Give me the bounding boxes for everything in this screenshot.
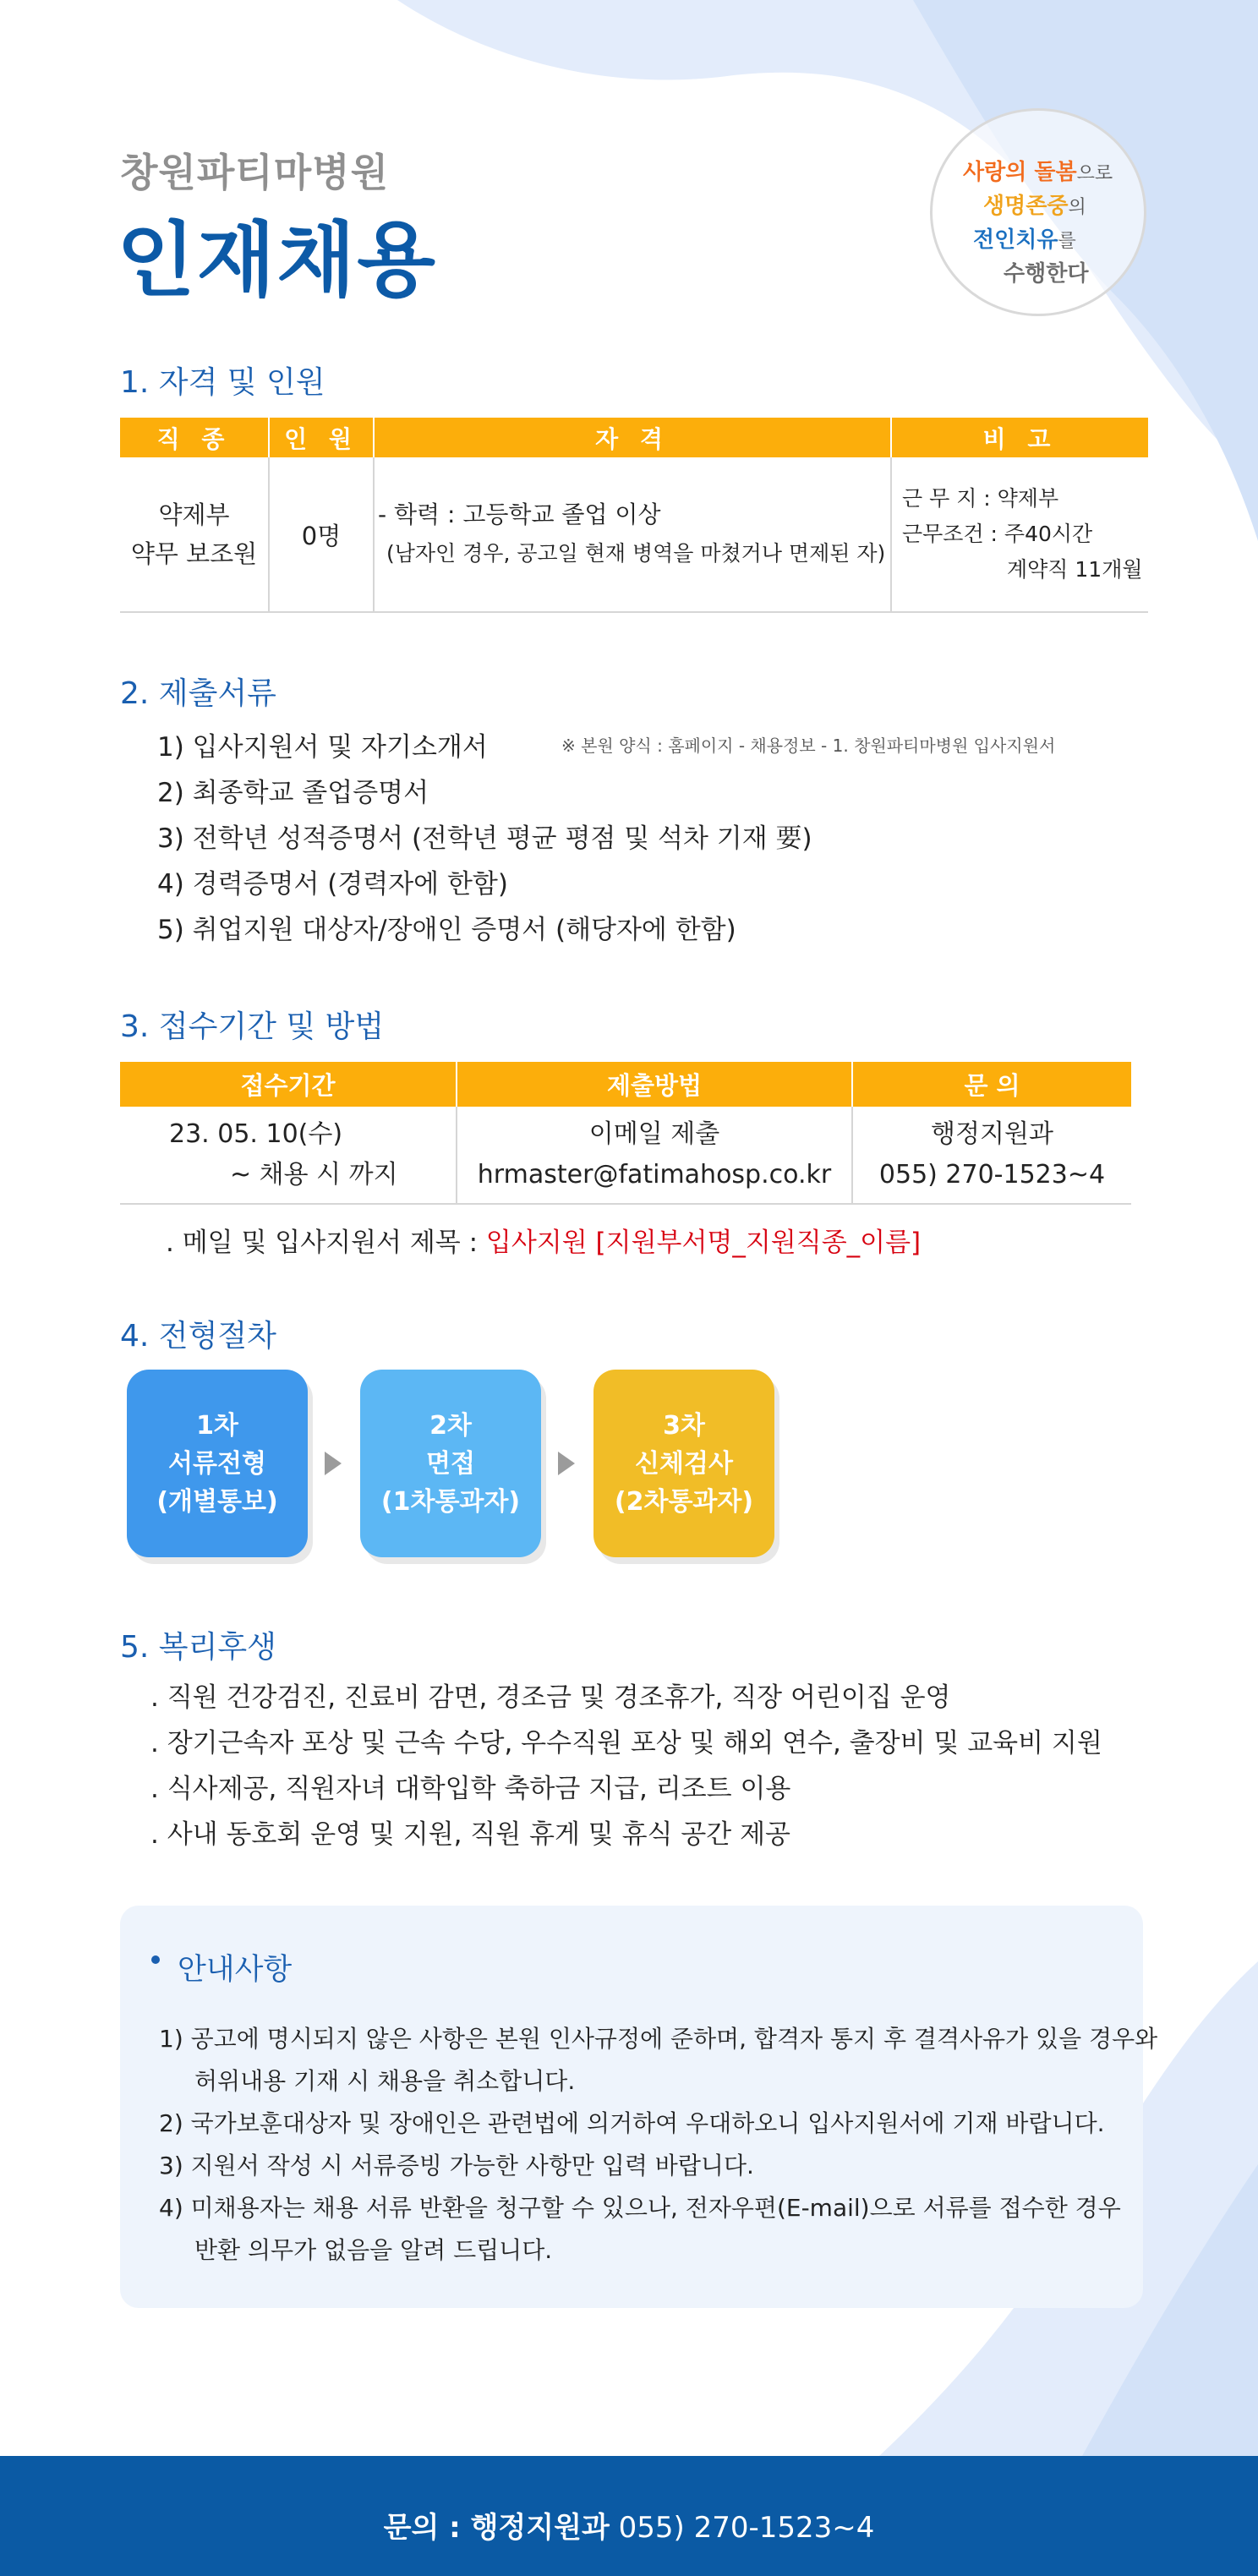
list-item: . 직원 건강검진, 진료비 감면, 경조금 및 경조휴가, 직장 어린이집 운영 bbox=[150, 1682, 951, 1713]
notice-line: 허위내용 기재 시 채용을 취소합니다. bbox=[194, 2067, 576, 2095]
role-line: 약무 보조원 bbox=[130, 539, 258, 568]
step-detail: (개별통보) bbox=[156, 1486, 278, 1517]
table-row bbox=[120, 1107, 1131, 1204]
contact-cell bbox=[852, 1107, 1131, 1204]
email-address[interactable]: hrmaster@fatimahosp.co.kr bbox=[477, 1160, 832, 1190]
slogan-suffix: 으로 bbox=[1076, 163, 1113, 184]
notice-line: 4) 미채용자는 채용 서류 반환을 청구할 수 있으나, 전자우편(E-mail)으로 서류를 접수한 경우 bbox=[159, 2194, 1121, 2222]
notice-line: 2) 국가보훈대상자 및 장애인은 관련법에 의거하여 우대하오니 입사지원서에 기재 바랍니다. bbox=[159, 2109, 1105, 2137]
slogan-line-2 bbox=[983, 189, 1086, 220]
process-step-3 bbox=[593, 1370, 774, 1557]
slogan-text: 사랑의 돌봄 bbox=[963, 160, 1077, 185]
list-item: 4) 경력증명서 (경력자에 한함) bbox=[157, 869, 508, 900]
section-title-documents: 2. 제출서류 bbox=[120, 676, 276, 711]
section-title-process: 4. 전형절차 bbox=[120, 1319, 276, 1354]
slogan-text: 생명존중 bbox=[983, 194, 1069, 219]
headcount-cell: 0명 bbox=[269, 457, 374, 612]
footer-contact bbox=[0, 2504, 1258, 2546]
column-header: 접수기간 bbox=[120, 1062, 457, 1107]
mail-note-label: . 메일 및 입사지원서 제목 : bbox=[166, 1228, 486, 1258]
arrow-right-icon bbox=[325, 1452, 342, 1475]
list-item: . 장기근속자 포상 및 근속 수당, 우수직원 포상 및 해외 연수, 출장비 및 교육비 지원 bbox=[150, 1728, 1102, 1758]
slogan-line-3 bbox=[973, 222, 1076, 254]
column-header: 인 원 bbox=[269, 418, 374, 457]
slogan-line-1 bbox=[963, 155, 1113, 186]
section-title-qualification: 1. 자격 및 인원 bbox=[120, 365, 325, 400]
list-item: 1) 입사지원서 및 자기소개서 bbox=[157, 732, 488, 763]
mail-subject-note bbox=[166, 1221, 921, 1259]
documents-note: ※ 본원 양식 : 홈페이지 - 채용정보 - 1. 창원파티마병원 입사지원서 bbox=[561, 736, 1056, 756]
step-name: 면접 bbox=[426, 1448, 475, 1479]
arrow-right-icon bbox=[558, 1452, 575, 1475]
qualification-line: (남자인 경우, 공고일 현재 병역을 마쳤거나 면제된 자) bbox=[386, 541, 886, 566]
section-title-application: 3. 접수기간 및 방법 bbox=[120, 1009, 385, 1044]
step-detail: (2차통과자) bbox=[614, 1486, 754, 1517]
list-item: 5) 취업지원 대상자/장애인 증명서 (해당자에 한함) bbox=[157, 915, 736, 945]
step-stage: 2차 bbox=[429, 1410, 472, 1441]
step-detail: (1차통과자) bbox=[380, 1486, 521, 1517]
hospital-name: 창원파티마병원 bbox=[120, 150, 390, 195]
column-header: 비 고 bbox=[891, 418, 1148, 457]
role-line: 약제부 bbox=[158, 500, 230, 529]
slogan-suffix: 를 bbox=[1058, 231, 1076, 252]
notice-line: 반환 의무가 없음을 알려 드립니다. bbox=[194, 2236, 553, 2264]
mail-note-value: 입사지원 [지원부서명_지원직종_이름] bbox=[485, 1228, 922, 1258]
section-title-welfare: 5. 복리후생 bbox=[120, 1630, 276, 1665]
period-cell bbox=[120, 1107, 457, 1204]
step-stage: 3차 bbox=[663, 1410, 705, 1441]
period-line: 23. 05. 10(수) bbox=[169, 1119, 343, 1149]
contact-phone: 055) 270-1523~4 bbox=[878, 1160, 1106, 1190]
process-step-2 bbox=[360, 1370, 541, 1557]
slogan-badge bbox=[930, 108, 1146, 316]
method-line: 이메일 제출 bbox=[588, 1119, 720, 1149]
list-item: 3) 전학년 성적증명서 (전학년 평균 평점 및 석차 기재 要) bbox=[157, 823, 812, 854]
notice-line: 1) 공고에 명시되지 않은 사항은 본원 인사규정에 준하며, 합격자 통지 후 결격사유가 있을 경우와 bbox=[159, 2025, 1158, 2053]
list-item: . 식사제공, 직원자녀 대학입학 축하금 지급, 리조트 이용 bbox=[150, 1774, 791, 1804]
table-row bbox=[120, 457, 1148, 612]
slogan-text: 전인치유 bbox=[973, 227, 1058, 253]
notice-title: 안내사항 bbox=[178, 1953, 293, 1987]
qualification-cell bbox=[374, 457, 891, 612]
note-line: 근 무 지 : 약제부 bbox=[902, 486, 1059, 511]
table-header-row bbox=[120, 418, 1148, 457]
footer-phone: 055) 270-1523~4 bbox=[618, 2511, 875, 2545]
footer-label: 문의 : 행정지원과 bbox=[383, 2511, 610, 2545]
process-step-1 bbox=[127, 1370, 308, 1557]
contact-department: 행정지원과 bbox=[931, 1119, 1053, 1149]
table-header-row bbox=[120, 1062, 1131, 1107]
list-item: 2) 최종학교 졸업증명서 bbox=[157, 778, 429, 808]
column-header: 자 격 bbox=[374, 418, 891, 457]
column-header: 문 의 bbox=[852, 1062, 1131, 1107]
step-name: 서류전형 bbox=[168, 1448, 266, 1479]
step-name: 신체검사 bbox=[635, 1448, 733, 1479]
slogan-suffix: 의 bbox=[1068, 197, 1086, 218]
method-cell bbox=[457, 1107, 852, 1204]
qualification-line: - 학력 : 고등학교 졸업 이상 bbox=[378, 500, 661, 528]
notes-cell bbox=[891, 457, 1148, 612]
positions-table bbox=[120, 418, 1148, 613]
period-line: ~ 채용 시 까지 bbox=[230, 1160, 398, 1190]
bullet-icon bbox=[150, 1955, 161, 1965]
role-cell bbox=[120, 457, 269, 612]
list-item: . 사내 동호회 운영 및 지원, 직원 휴게 및 휴식 공간 제공 bbox=[150, 1819, 790, 1850]
page-title: 인재채용 bbox=[117, 213, 437, 308]
column-header: 직 종 bbox=[120, 418, 269, 457]
note-line: 계약직 11개월 bbox=[1007, 557, 1143, 582]
note-line: 근무조건 : 주40시간 bbox=[902, 522, 1093, 546]
column-header: 제출방법 bbox=[457, 1062, 852, 1107]
application-table bbox=[120, 1062, 1131, 1205]
slogan-line-4: 수행한다 bbox=[1004, 261, 1089, 287]
notice-line: 3) 지원서 작성 시 서류증빙 가능한 사항만 입력 바랍니다. bbox=[159, 2152, 754, 2179]
step-stage: 1차 bbox=[196, 1410, 238, 1441]
